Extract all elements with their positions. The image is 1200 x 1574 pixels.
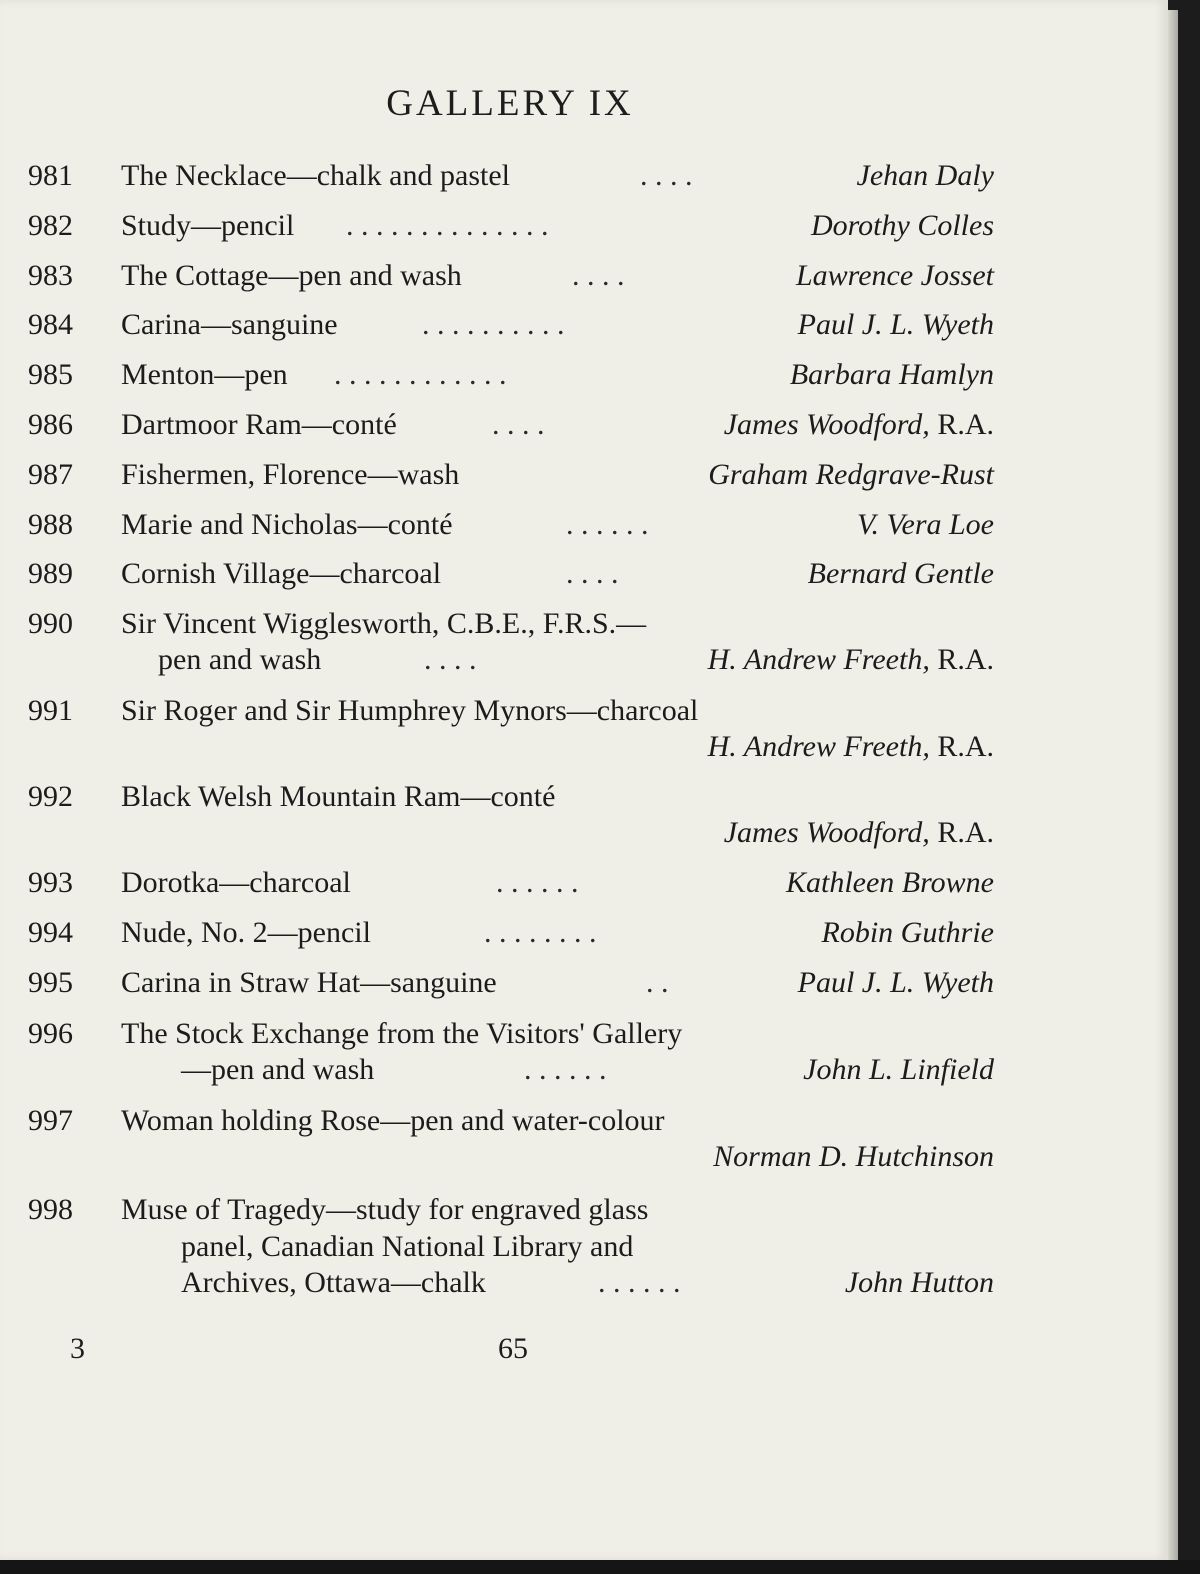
entry-number: 985 [28,358,73,391]
entry-artist: Jehan Daly [856,159,994,192]
entry-title: Sir Vincent Wigglesworth, C.B.E., F.R.S.— [121,607,647,640]
dot-leader: . . . . . . . . . . [422,308,565,341]
entry-title: Menton—pen [121,358,288,391]
entry-number: 994 [28,916,73,949]
entry-title: Carina in Straw Hat—sanguine [121,966,497,999]
entry-987 [28,458,994,498]
entry-number: 995 [28,966,73,999]
entry-artist: Bernard Gentle [807,557,994,590]
entry-number: 990 [28,607,73,640]
gallery-heading: GALLERY IX [386,83,634,124]
dot-leader: . . . . [492,408,545,441]
entry-990 [28,607,994,647]
entry-title-continued: pen and wash [158,643,322,676]
entry-artist: John Hutton [844,1266,994,1299]
entry-title: Dartmoor Ram—conté [121,408,397,441]
entry-title: Study—pencil [121,209,295,242]
entry-990-continued [28,643,994,683]
entry-artist: Graham Redgrave-Rust [708,458,994,491]
entry-number: 998 [28,1193,73,1226]
entry-number: 982 [28,209,73,242]
entry-998-continued-2 [28,1266,994,1306]
dot-leader: . . [646,966,669,999]
entry-992 [28,780,994,820]
dot-leader: . . . . [572,259,625,292]
entry-title: The Necklace—chalk and pastel [121,159,510,192]
entry-997 [28,1104,994,1144]
entry-number: 988 [28,508,73,541]
entry-artist: Lawrence Josset [795,259,994,292]
entry-artist: Barbara Hamlyn [789,358,994,391]
scan-border [0,1560,1200,1574]
entry-artist: Paul J. L. Wyeth [797,966,994,999]
entry-981 [28,159,994,199]
entry-982 [28,209,994,249]
entry-artist: H. Andrew Freeth, R.A. [707,730,994,763]
entry-title: Dorotka—charcoal [121,866,351,899]
entry-991-artist-line [28,730,994,770]
entry-artist: Paul J. L. Wyeth [797,308,994,341]
entry-artist: Dorothy Colles [810,209,994,242]
entry-title: Nude, No. 2—pencil [121,916,371,949]
entry-number: 993 [28,866,73,899]
entry-988 [28,508,994,548]
dot-leader: . . . . [640,159,693,192]
entry-title: Fishermen, Florence—wash [121,458,460,491]
entry-986 [28,408,994,448]
entry-artist: John L. Linfield [803,1053,994,1086]
entry-998-continued [28,1230,994,1270]
dot-leader: . . . . . . [496,866,579,899]
entry-title-continued: Archives, Ottawa—chalk [181,1266,486,1299]
entry-989 [28,557,994,597]
entry-title: Marie and Nicholas—conté [121,508,453,541]
entry-number: 996 [28,1017,73,1050]
entry-title: Cornish Village—charcoal [121,557,442,590]
entry-number: 997 [28,1104,73,1137]
entry-number: 991 [28,694,73,727]
entry-title: Woman holding Rose—pen and water-colour [121,1104,665,1137]
entry-number: 984 [28,308,73,341]
entry-artist: Robin Guthrie [821,916,994,949]
entry-992-artist-line [28,816,994,856]
dot-leader: . . . . . . [566,508,649,541]
entry-991 [28,694,994,734]
entry-number: 987 [28,458,73,491]
entry-number: 983 [28,259,73,292]
page-number: 65 [498,1332,528,1365]
page-edge [1168,10,1178,1560]
entry-title: Black Welsh Mountain Ram—conté [121,780,556,813]
entry-983 [28,259,994,299]
dot-leader: . . . . [566,557,619,590]
dot-leader: . . . . . . [524,1053,607,1086]
entry-artist: Norman D. Hutchinson [713,1140,994,1173]
entry-artist: Kathleen Browne [785,866,994,899]
entry-number: 981 [28,159,73,192]
entry-artist: James Woodford, R.A. [723,816,994,849]
entry-997-artist-line [28,1140,994,1180]
entry-985 [28,358,994,398]
entry-artist: H. Andrew Freeth, R.A. [707,643,994,676]
entry-artist: V. Vera Loe [857,508,994,541]
dot-leader: . . . . . . . . . . . . [334,358,507,391]
entry-title: The Cottage—pen and wash [121,259,462,292]
entry-984 [28,308,994,348]
signature-mark: 3 [70,1332,85,1365]
entry-996 [28,1017,994,1057]
entry-artist: James Woodford, R.A. [723,408,994,441]
entry-title: The Stock Exchange from the Visitors' Gallery [121,1017,683,1050]
entry-996-continued [28,1053,994,1093]
dot-leader: . . . . . . . . . . . . . . [346,209,549,242]
entry-995 [28,966,994,1006]
entry-title: Muse of Tragedy—study for engraved glass [121,1193,649,1226]
entry-title-continued: panel, Canadian National Library and [181,1230,634,1263]
dot-leader: . . . . . . . . [484,916,597,949]
entry-title: Sir Roger and Sir Humphrey Mynors—charcoal [121,694,699,727]
entry-998 [28,1193,994,1233]
entry-number: 992 [28,780,73,813]
dot-leader: . . . . . . [598,1266,681,1299]
dot-leader: . . . . [424,643,477,676]
entry-number: 986 [28,408,73,441]
entry-title-continued: —pen and wash [181,1053,375,1086]
entry-993 [28,866,994,906]
entry-number: 989 [28,557,73,590]
entry-994 [28,916,994,956]
entry-title: Carina—sanguine [121,308,338,341]
